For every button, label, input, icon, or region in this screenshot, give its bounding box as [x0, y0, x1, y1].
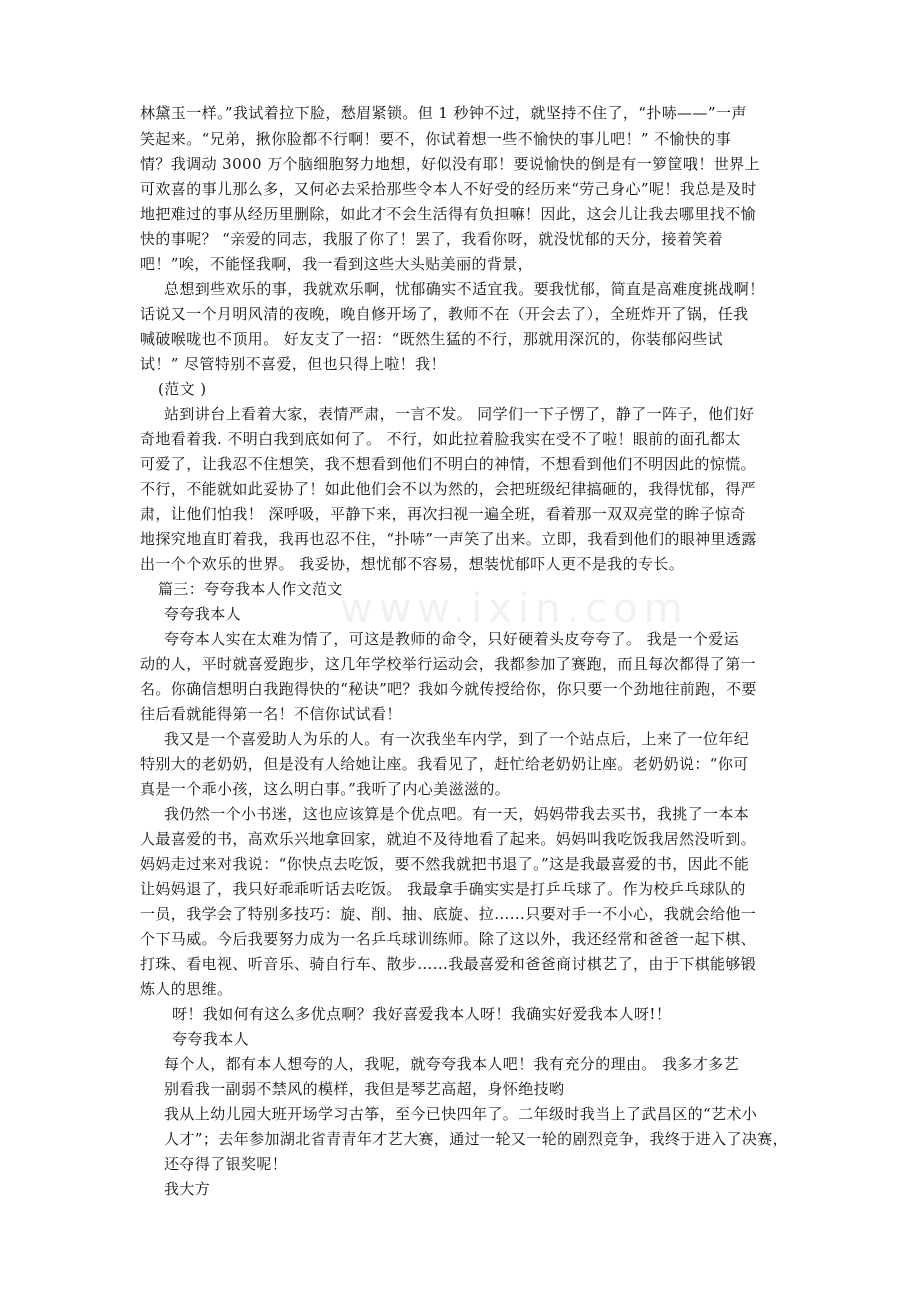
text-line: 个下马威。今后我要努力成为一名乒乓球训练师。除了这以外，我还经常和爸爸一起下棋、 [140, 930, 757, 948]
text-line: 人最喜爱的书，高欢乐兴地拿回家，就迫不及待地看了起来。妈妈叫我吃饭我居然没听到。 [140, 830, 757, 848]
text-line: 可爱了，让我忍不住想笑，我不想看到他们不明白的神情，不想看到他们不明因此的惊慌。 [140, 455, 757, 473]
text-line: 地探究地直盯着我，我再也忍不住，“扑哧”一声笑了出来。立即，我看到他们的眼神里透露 [140, 530, 757, 548]
text-line: 炼人的思维。 [140, 980, 233, 998]
text-line: 不行，不能就如此妥协了！如此他们会不以为然的，会把班级纪律搞砸的，我得忧郁，得严 [140, 480, 757, 498]
text-line: 我从上幼儿园大班开场学习古筝，至今已快四年了。二年级时我当上了武昌区的“艺术小 [164, 1105, 758, 1123]
text-line: 夸夸我本人 [164, 605, 242, 623]
text-line: 站到讲台上看着大家，表情严肃，一言不发。 同学们一下子愣了，静了一阵子，他们好 [164, 405, 755, 423]
text-line: 肃，让他们怕我！ 深呼吸，平静下来，再次扫视一遍全班，看着那一双双亮堂的眸子惊奇 [140, 505, 746, 523]
text-line: 动的人，平时就喜爱跑步，这几年学校举行运动会，我都参加了赛跑，而且每次都得了第一 [140, 655, 757, 673]
text-line: 夸夸我本人 [172, 1030, 250, 1048]
text-line: 话说又一个月明风清的夜晚，晚自修开场了，教师不在（开会去了），全班炸开了锅，任我 [140, 305, 749, 323]
text-line: 往后看就能得第一名！不信你试试看！ [140, 705, 402, 723]
text-line: 可欢喜的事儿那么多，又何必去采拾那些令本人不好受的经历来“劳己身心”呢！我总是及时 [140, 180, 757, 198]
text-line: 夸夸本人实在太难为情了，可这是教师的命令，只好硬着头皮夸夸了。 我是一个爱运 [164, 630, 739, 648]
text-line: 特别大的老奶奶，但是没有人给她让座。我看见了，赶忙给老奶奶让座。老奶奶说：“你可 [140, 755, 749, 773]
text-line: 打珠、看电视、听音乐、骑自行车、散步......我最喜爱和爸爸商讨棋艺了，由于下棋能够锻 [140, 955, 757, 973]
text-line: 奇地看着我. 不明白我到底如何了。 不行，如此拉着脸我实在受不了啦！眼前的面孔都太 [140, 430, 741, 448]
text-line: 真是一个乖小孩，这么明白事。”我听了内心美滋滋的。 [140, 780, 511, 798]
text-line: 林黛玉一样。”我试着拉下脸，愁眉紧锁。但 1 秒钟不过，就坚持不住了，“扑哧——”一声 [140, 104, 747, 122]
text-line: 让妈妈退了，我只好乖乖听话去吃饭。 我最拿手确实实是打乒乓球了。作为校乒乓球队的 [140, 880, 746, 898]
text-line: 一员，我学会了特别多技巧：旋、削、抽、底旋、拉......只要对手一不小心，我就会给他一 [140, 905, 757, 923]
text-line: 我仍然一个小书迷，这也应该算是个优点吧。有一天，妈妈带我去买书，我挑了一本本 [164, 805, 750, 823]
text-line: 呀！我如何有这么多优点啊？我好喜爱我本人呀！我确实好爱我本人呀!！ [172, 1005, 672, 1023]
text-line: 吧！”唉，不能怪我啊，我一看到这些大头贴美丽的背景， [140, 255, 534, 273]
text-line: (范文 ) [158, 380, 207, 398]
text-line: 出一个个欢乐的世界。 我妥协，想忧郁不容易，想装忧郁吓人更不是我的专长。 [140, 555, 685, 573]
text-line: 妈妈走过来对我说：“你快点去吃饭，要不然我就把书退了。”这是我最喜爱的书，因此不能 [140, 855, 750, 873]
text-line: 总想到些欢乐的事，我就欢乐啊，忧郁确实不适宜我。要我忧郁，简直是高难度挑战啊！ [164, 280, 765, 298]
text-line: 快的事呢？ “亲爱的同志，我服了你了！罢了，我看你呀，就没忧郁的天分，接着笑着 [140, 230, 724, 248]
text-line: 笑起来。“兄弟，揪你脸都不行啊！要不，你试着想一些不愉快的事儿吧！” 不愉快的事 [140, 130, 732, 148]
text-line: 喊破喉咙也不顶用。 好友支了一招：“既然生猛的不行，那就用深沉的，你装郁闷些试 [140, 330, 724, 348]
text-line: 情？我调动 3000 万个脑细胞努力地想，好似没有耶！要说愉快的倒是有一箩筐哦！世界上 [140, 155, 760, 173]
text-line: 我又是一个喜爱助人为乐的人。有一次我坐车内学，到了一个站点后，上来了一位年纪 [164, 730, 750, 748]
text-line: 我大方 [164, 1180, 211, 1198]
text-line: 还夺得了银奖呢！ [164, 1155, 288, 1173]
text-line: 每个人，都有本人想夸的人，我呢，就夸夸我本人吧！我有充分的理由。 我多才多艺 [164, 1055, 739, 1073]
text-line: 人才”；去年参加湖北省青青年才艺大赛，通过一轮又一轮的剧烈竞争，我终于进入了决赛， [164, 1130, 789, 1148]
text-line: 名。你确信想明白我跑得快的“秘诀”吧？我如今就传授给你，你只要一个劲地往前跑，不要 [140, 680, 757, 698]
text-line: 别看我一副弱不禁风的模样，我但是琴艺高超，身怀绝技哟 [164, 1080, 565, 1098]
text-line: 地把难过的事从经历里删除，如此才不会生活得有负担嘛！因此，这会儿让我去哪里找不愉 [140, 205, 757, 223]
text-line: 试！” 尽管特别不喜爱，但也只得上啦！我！ [140, 355, 446, 373]
watermark: www.ixin.com [340, 586, 689, 632]
text-line: 篇三：夸夸我本人作文范文 [158, 580, 343, 598]
